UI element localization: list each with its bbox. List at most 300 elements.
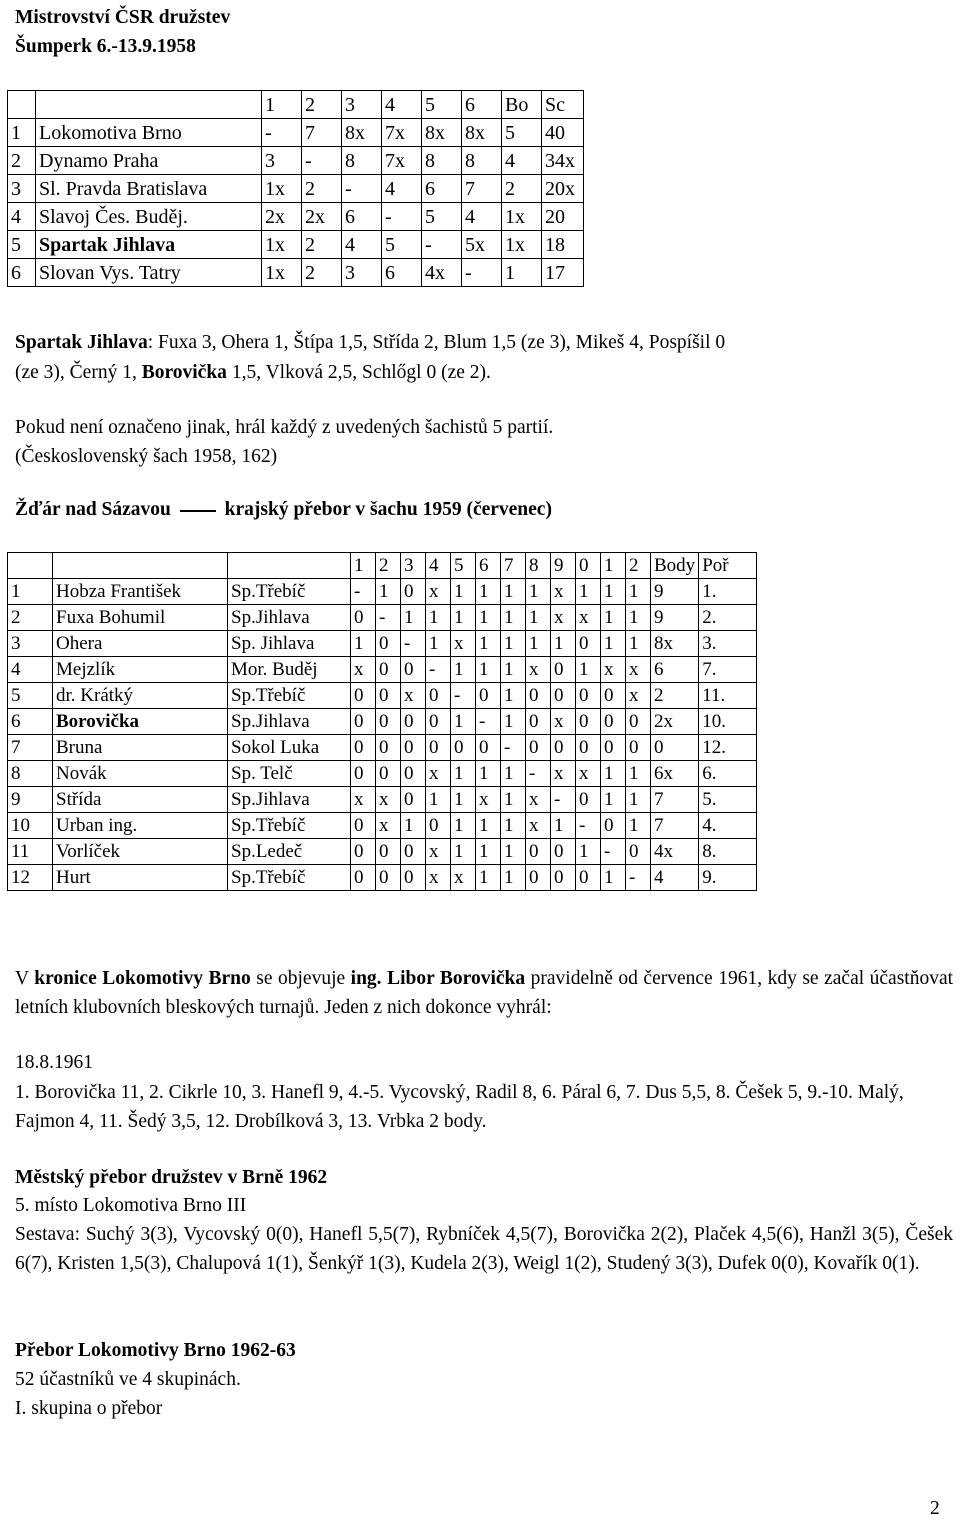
section4-place: 5. místo Lokomotiva Brno III <box>15 1195 247 1216</box>
table-cell: 1 <box>476 657 501 683</box>
table-cell: 1 <box>601 787 626 813</box>
table-cell: 3 <box>342 259 382 287</box>
table-cell: x <box>526 813 551 839</box>
table-row <box>8 761 757 787</box>
table-row <box>8 839 757 865</box>
table-cell: 2 <box>8 605 53 631</box>
table-cell: 1 <box>551 813 576 839</box>
table-cell: 7x <box>382 147 422 175</box>
table-cell: 1 <box>501 709 526 735</box>
table-cell: 1 <box>626 579 651 605</box>
table-cell: Lokomotiva Brno <box>36 119 262 147</box>
table-cell: dr. Krátký <box>53 683 228 709</box>
table-cell: 1 <box>501 839 526 865</box>
tournament-results: 1. Borovička 11, 2. Cikrle 10, 3. Hanefl 9, 4.-5. Vycovský, Radil 8, 6. Páral 6, 7. Dus 5,5, 8. Češek 5, 9.-10. Malý, Fajmon 4, 11. Šedý 3,5, 12. Drobílková 3, 13. Vrbka 2 body. <box>15 1082 904 1132</box>
table-cell: 11 <box>8 839 53 865</box>
table-cell: 1 <box>8 579 53 605</box>
table-cell: 0 <box>576 787 601 813</box>
table-cell: 8 <box>342 147 382 175</box>
table-cell: 8 <box>462 147 502 175</box>
chronicle-paragraph: V kronice Lokomotivy Brno se objevuje ing. Libor Borovička pravidelně od července 1961, kdy se začal účastňovat letních klubovních bleskových turnajů. Jeden z nich dokonce vyhrál: <box>15 968 954 1018</box>
section5-title: Přebor Lokomotivy Brno 1962-63 <box>15 1340 296 1361</box>
table-row <box>8 605 757 631</box>
table-cell: Sp.Jihlava <box>228 605 351 631</box>
table-cell: 18 <box>542 231 584 259</box>
table-cell: 0 <box>426 813 451 839</box>
header-cell: 3 <box>401 553 426 579</box>
table-cell: 0 <box>601 683 626 709</box>
table-cell: 1 <box>526 605 551 631</box>
table-cell: 9 <box>8 787 53 813</box>
table-cell: 0 <box>426 683 451 709</box>
header-cell: 1 <box>351 553 376 579</box>
table-cell: 1 <box>526 579 551 605</box>
table-cell: 1. <box>699 579 757 605</box>
table-cell: 0 <box>351 605 376 631</box>
table-cell: 1 <box>476 579 501 605</box>
table-cell: Mejzlík <box>53 657 228 683</box>
table-row <box>8 657 757 683</box>
table-cell: Sp.Třebíč <box>228 865 351 891</box>
table-cell: 1 <box>576 839 601 865</box>
header-cell: 4 <box>426 553 451 579</box>
tournament-date: 18.8.1961 <box>15 1052 93 1073</box>
table-cell: 4 <box>8 203 36 231</box>
header-cell: 0 <box>576 553 601 579</box>
table-cell: 1 <box>376 579 401 605</box>
table-cell: 9 <box>651 579 699 605</box>
table-cell: x <box>376 813 401 839</box>
table-cell: Sp.Třebíč <box>228 813 351 839</box>
lineup-team: Spartak Jihlava <box>15 332 148 353</box>
table-cell: x <box>626 683 651 709</box>
table-cell: 5 <box>382 231 422 259</box>
table-cell: Borovička <box>53 709 228 735</box>
table-cell: 2 <box>302 231 342 259</box>
table-cell: 1 <box>476 631 501 657</box>
table-cell: 7x <box>382 119 422 147</box>
table-cell: 7. <box>699 657 757 683</box>
table-cell: 5 <box>422 203 462 231</box>
table-cell: x <box>551 605 576 631</box>
section2-title <box>15 500 552 520</box>
table-cell: 2x <box>262 203 302 231</box>
table-row <box>8 147 584 175</box>
table-cell: x <box>601 657 626 683</box>
table-cell: 4x <box>422 259 462 287</box>
table-cell: 6x <box>651 761 699 787</box>
table-cell: 8x <box>651 631 699 657</box>
table-cell: 1 <box>601 605 626 631</box>
table-cell: - <box>262 119 302 147</box>
table-cell: 8. <box>699 839 757 865</box>
table-cell: x <box>426 865 451 891</box>
table-cell: Mor. Buděj <box>228 657 351 683</box>
table-cell: 1 <box>476 865 501 891</box>
table-row <box>8 203 584 231</box>
table-cell: 2 <box>651 683 699 709</box>
table-cell: Sp.Třebíč <box>228 579 351 605</box>
table-cell: 3 <box>262 147 302 175</box>
header-cell <box>228 553 351 579</box>
header-cell: Body <box>651 553 699 579</box>
table-cell: 2 <box>302 175 342 203</box>
lineup-text-b: (ze 3), Černý 1, <box>15 362 142 383</box>
table-cell: 1 <box>451 813 476 839</box>
table-cell: 0 <box>376 761 401 787</box>
table-cell: 0 <box>426 709 451 735</box>
table-cell: Novák <box>53 761 228 787</box>
table-cell: 1 <box>476 813 501 839</box>
table-cell: Sp. Telč <box>228 761 351 787</box>
header-cell: 5 <box>451 553 476 579</box>
table-cell: 1 <box>526 631 551 657</box>
table-cell: 0 <box>351 761 376 787</box>
table-cell: 20 <box>542 203 584 231</box>
table-cell: x <box>426 579 451 605</box>
table-cell: Vorlíček <box>53 839 228 865</box>
header-cell: 8 <box>526 553 551 579</box>
table-cell: 1 <box>501 631 526 657</box>
table-cell: 7 <box>8 735 53 761</box>
table-cell: 8x <box>422 119 462 147</box>
table-cell: Urban ing. <box>53 813 228 839</box>
table-cell: 1 <box>451 787 476 813</box>
table-cell: 5x <box>462 231 502 259</box>
standings-table-1958 <box>7 90 584 287</box>
section4-title: Městský přebor družstev v Brně 1962 <box>15 1167 328 1188</box>
table-cell: x <box>576 761 601 787</box>
table-cell: 1 <box>426 605 451 631</box>
table-cell: 10 <box>8 813 53 839</box>
table-cell: 0 <box>376 683 401 709</box>
header-cell: 2 <box>376 553 401 579</box>
table-cell: 0 <box>526 865 551 891</box>
table-cell: 0 <box>376 631 401 657</box>
table-cell: - <box>626 865 651 891</box>
table-cell: Hobza František <box>53 579 228 605</box>
table-cell: 1 <box>501 657 526 683</box>
table-cell: 4 <box>382 175 422 203</box>
table-cell: x <box>551 761 576 787</box>
table-cell: 1x <box>502 231 542 259</box>
table-cell: 7 <box>651 787 699 813</box>
table-cell: 1x <box>502 203 542 231</box>
table-cell: x <box>476 787 501 813</box>
table-cell: 0 <box>576 683 601 709</box>
table-row <box>8 119 584 147</box>
table-cell: - <box>376 605 401 631</box>
table-cell: 0 <box>626 839 651 865</box>
table-cell: Střída <box>53 787 228 813</box>
table-cell: 0 <box>476 735 501 761</box>
table-cell: 0 <box>576 709 601 735</box>
table-cell: 0 <box>551 865 576 891</box>
table-cell: 4. <box>699 813 757 839</box>
table-cell: 6. <box>699 761 757 787</box>
table-cell: x <box>376 787 401 813</box>
table-cell: 6 <box>8 259 36 287</box>
table-cell: 2 <box>8 147 36 175</box>
table-cell: 5 <box>8 683 53 709</box>
page-number: 2 <box>930 1498 940 1519</box>
table-row <box>8 709 757 735</box>
table-cell: 0 <box>401 709 426 735</box>
lineup-text-c: 1,5, Vlková 2,5, Schlőgl 0 (ze 2). <box>226 362 491 383</box>
table-cell: 1 <box>601 579 626 605</box>
table-cell: - <box>422 231 462 259</box>
table-cell: - <box>601 839 626 865</box>
table-cell: 1x <box>262 259 302 287</box>
table-cell: 0 <box>401 735 426 761</box>
table-cell: - <box>401 631 426 657</box>
table-cell: 1 <box>476 761 501 787</box>
table-cell: 0 <box>351 735 376 761</box>
table-cell: 0 <box>376 709 401 735</box>
table-cell: 10. <box>699 709 757 735</box>
table-cell: 0 <box>551 735 576 761</box>
table-cell: x <box>551 709 576 735</box>
header-cell: Poř <box>699 553 757 579</box>
table-cell: 1 <box>626 813 651 839</box>
table-cell: 1 <box>501 787 526 813</box>
table-row <box>8 631 757 657</box>
table-row <box>8 175 584 203</box>
table-cell: 0 <box>526 735 551 761</box>
header-cell: Sc <box>542 91 584 119</box>
table-cell: Sp.Ledeč <box>228 839 351 865</box>
table-cell: 1x <box>262 231 302 259</box>
table-cell: - <box>501 735 526 761</box>
table-cell: Dynamo Praha <box>36 147 262 175</box>
note-text: Pokud není označeno jinak, hrál každý z uvedených šachistů 5 partií. <box>15 417 554 438</box>
table-cell: x <box>576 605 601 631</box>
header-cell: 7 <box>501 553 526 579</box>
table-cell: 12 <box>8 865 53 891</box>
table-cell: 0 <box>601 813 626 839</box>
table-cell: 6 <box>8 709 53 735</box>
table-cell: - <box>526 761 551 787</box>
table-cell: 0 <box>351 813 376 839</box>
table-cell: x <box>351 657 376 683</box>
table-cell: Bruna <box>53 735 228 761</box>
table-cell: 0 <box>576 865 601 891</box>
table-cell: 1 <box>601 865 626 891</box>
table-cell: x <box>526 657 551 683</box>
header-cell: 6 <box>462 91 502 119</box>
section5-participants: 52 účastníků ve 4 skupinách. <box>15 1369 241 1390</box>
table-row <box>8 231 584 259</box>
header-cell: 6 <box>476 553 501 579</box>
header-cell: 2 <box>626 553 651 579</box>
table-cell: 1 <box>451 579 476 605</box>
table-cell: 20x <box>542 175 584 203</box>
table-cell: 1 <box>401 605 426 631</box>
table-cell: x <box>526 787 551 813</box>
table-cell: 1 <box>576 579 601 605</box>
table-cell: x <box>401 683 426 709</box>
table-cell: 4 <box>8 657 53 683</box>
table-row <box>8 259 584 287</box>
table-cell: 1 <box>451 839 476 865</box>
lineup-text-a: : Fuxa 3, Ohera 1, Štípa 1,5, Střída 2, Blum 1,5 (ze 3), Mikeš 4, Pospíšil 0 <box>147 332 726 353</box>
header-cell: 1 <box>262 91 302 119</box>
table-cell: 5. <box>699 787 757 813</box>
table-cell: Slovan Vys. Tatry <box>36 259 262 287</box>
table-cell: 1 <box>626 761 651 787</box>
table-cell: 1 <box>501 605 526 631</box>
table-cell: - <box>426 657 451 683</box>
table-cell: 7 <box>462 175 502 203</box>
table-cell: 1 <box>501 579 526 605</box>
table-cell: 4 <box>651 865 699 891</box>
table-cell: 12. <box>699 735 757 761</box>
table-cell: 0 <box>526 709 551 735</box>
table-cell: - <box>302 147 342 175</box>
table-cell: 1 <box>626 631 651 657</box>
table-cell: 4 <box>342 231 382 259</box>
table-cell: 1 <box>451 709 476 735</box>
table-cell: 0 <box>351 839 376 865</box>
table-cell: 0 <box>451 735 476 761</box>
table-cell: x <box>451 865 476 891</box>
table-cell: - <box>451 683 476 709</box>
source-text: (Československý šach 1958, 162) <box>15 446 278 467</box>
table-cell: Sp.Třebíč <box>228 683 351 709</box>
table-cell: 1 <box>601 631 626 657</box>
table-cell: 1 <box>501 683 526 709</box>
header-cell: 5 <box>422 91 462 119</box>
table-cell: 0 <box>351 683 376 709</box>
table-cell: 9. <box>699 865 757 891</box>
table-cell: 17 <box>542 259 584 287</box>
table-cell: Sp.Jihlava <box>228 787 351 813</box>
table-cell: 5 <box>8 231 36 259</box>
table-cell: 1 <box>501 865 526 891</box>
table-cell: 0 <box>401 657 426 683</box>
table-cell: 1 <box>8 119 36 147</box>
table-cell: 0 <box>551 683 576 709</box>
table-row <box>8 787 757 813</box>
table-cell: 6 <box>651 657 699 683</box>
table-header-row <box>8 553 757 579</box>
section2-title-a: Žďár nad Sázavou <box>15 499 171 520</box>
table-cell: 1 <box>476 605 501 631</box>
table-cell: 0 <box>426 735 451 761</box>
table-cell: Sl. Pravda Bratislava <box>36 175 262 203</box>
table-cell: 6 <box>382 259 422 287</box>
table-cell: 0 <box>401 839 426 865</box>
table-cell: Sp. Jihlava <box>228 631 351 657</box>
header-cell <box>8 553 53 579</box>
table-cell: x <box>626 657 651 683</box>
table-cell: x <box>426 761 451 787</box>
section4-lineup: Sestava: Suchý 3(3), Vycovský 0(0), Hanefl 5,5(7), Rybníček 4,5(7), Borovička 2(2), Plaček 4,5(6), Hanžl 3(5), Češek 6(7), Kristen 1,5(3), Chalupová 1(1), Šenkýř 1(3), Kudela 2(3), Weigl 1(2), Studený 3(3), Dufek 0(0), Kovařík 0(1). <box>15 1224 953 1274</box>
section2-title-b: krajský přebor v šachu 1959 (červenec) <box>224 499 552 520</box>
header-cell: 9 <box>551 553 576 579</box>
table-cell: 1 <box>501 813 526 839</box>
table-cell: 0 <box>376 657 401 683</box>
table-cell: - <box>342 175 382 203</box>
header-cell: 4 <box>382 91 422 119</box>
section1-title: Mistrovství ČSR družstev <box>15 7 231 28</box>
table-cell: - <box>476 709 501 735</box>
table-row <box>8 579 757 605</box>
table-cell: 0 <box>626 709 651 735</box>
lineup-bold-name: Borovička <box>141 362 227 383</box>
table-cell: Ohera <box>53 631 228 657</box>
header-cell: 3 <box>342 91 382 119</box>
header-cell <box>53 553 228 579</box>
table-cell: 6 <box>342 203 382 231</box>
table-cell: 0 <box>476 683 501 709</box>
table-cell: 0 <box>376 735 401 761</box>
table-cell: 0 <box>401 761 426 787</box>
table-cell: 4 <box>462 203 502 231</box>
table-cell: 0 <box>576 735 601 761</box>
table-row <box>8 735 757 761</box>
table-row <box>8 813 757 839</box>
table-cell: 1 <box>476 839 501 865</box>
table-cell: 40 <box>542 119 584 147</box>
table-cell: 8 <box>8 761 53 787</box>
table-cell: 0 <box>351 865 376 891</box>
table-cell: 34x <box>542 147 584 175</box>
table-row <box>8 865 757 891</box>
table-row <box>8 683 757 709</box>
table-cell: - <box>576 813 601 839</box>
table-cell: 3. <box>699 631 757 657</box>
table-cell: 1 <box>451 605 476 631</box>
table-cell: 1 <box>451 657 476 683</box>
table-cell: 2 <box>502 175 542 203</box>
table-cell: x <box>551 579 576 605</box>
table-cell: - <box>551 787 576 813</box>
table-cell: 0 <box>401 787 426 813</box>
table-cell: x <box>426 839 451 865</box>
table-cell: 8x <box>342 119 382 147</box>
table-cell: 0 <box>551 839 576 865</box>
table-cell: 8 <box>422 147 462 175</box>
table-cell: 1 <box>601 761 626 787</box>
table-cell: Spartak Jihlava <box>36 231 262 259</box>
table-cell: Fuxa Bohumil <box>53 605 228 631</box>
table-cell: 0 <box>551 657 576 683</box>
table-cell: Slavoj Čes. Buděj. <box>36 203 262 231</box>
table-cell: 4x <box>651 839 699 865</box>
table-cell: 1 <box>426 631 451 657</box>
table-cell: 0 <box>526 683 551 709</box>
section5-group: I. skupina o přebor <box>15 1398 163 1419</box>
table-cell: x <box>351 787 376 813</box>
section1-subtitle: Šumperk 6.-13.9.1958 <box>15 36 196 57</box>
table-cell: 0 <box>576 631 601 657</box>
table-cell: Hurt <box>53 865 228 891</box>
table-cell: 0 <box>351 709 376 735</box>
table-cell: 0 <box>376 865 401 891</box>
table-cell: 1x <box>262 175 302 203</box>
table-cell: 1 <box>576 657 601 683</box>
header-cell: 1 <box>601 553 626 579</box>
table-cell: 1 <box>626 787 651 813</box>
table-cell: 9 <box>651 605 699 631</box>
table-cell: 1 <box>426 787 451 813</box>
table-header-row <box>8 91 584 119</box>
table-cell: 7 <box>651 813 699 839</box>
table-cell: Sokol Luka <box>228 735 351 761</box>
chronicle-bold-2: ing. Libor Borovička <box>350 968 526 989</box>
table-cell: 1 <box>451 761 476 787</box>
